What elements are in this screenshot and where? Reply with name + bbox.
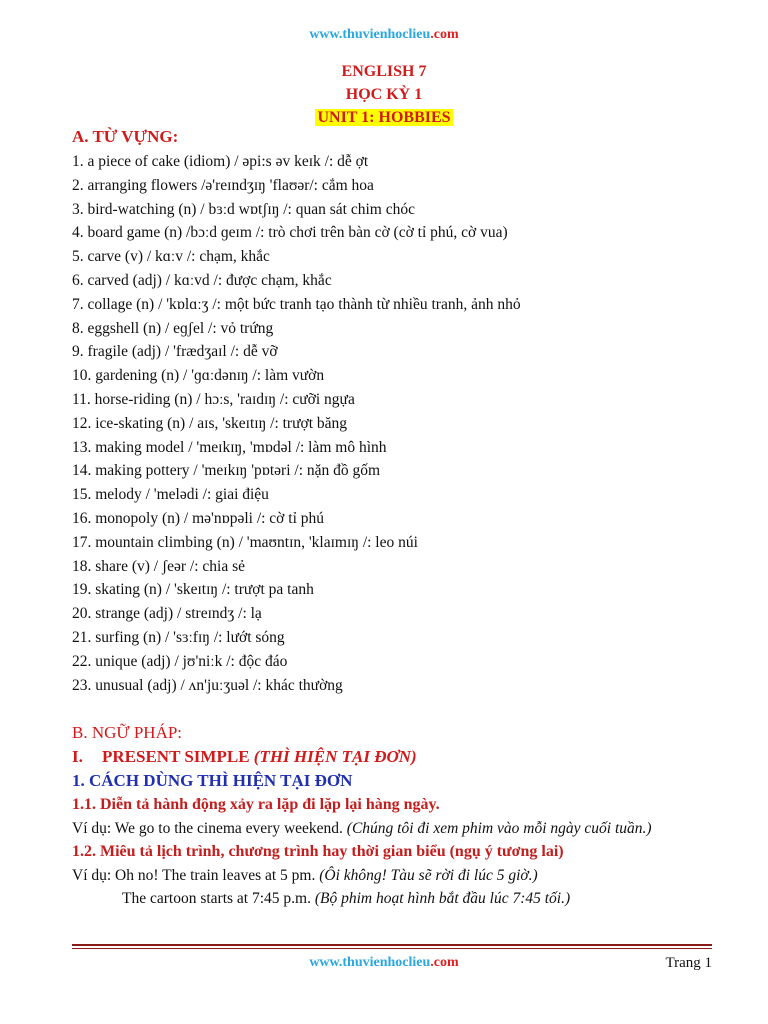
title-unit: UNIT 1: HOBBIES [317,109,451,126]
vocabulary-list [72,150,732,697]
vocab-item: 22. unique (adj) / jʊ'niːk /: độc đáo [72,652,288,670]
vocab-item: 20. strange (adj) / streɪndʒ /: lạ [72,605,262,623]
example-1-vi: (Chúng tôi đi xem phim vào mỗi ngày cuối tuần.) [346,820,652,837]
vocab-item: 19. skating (n) / 'skeɪtɪŋ /: trượt pa tanh [72,581,314,599]
vocab-item: 17. mountain climbing (n) / 'maʊntɪn, 'klaɪmɪŋ /: leo núi [72,533,418,551]
vocab-item: 12. ice-skating (n) / aɪs, 'skeɪtɪŋ /: trượt băng [72,414,348,432]
example-3-vi: (Bộ phim hoạt hình bắt đầu lúc 7:45 tối.) [314,890,571,907]
vocab-item: 3. bird-watching (n) / bɜːd wɒtʃɪŋ /: quan sát chim chóc [72,200,415,218]
vocab-item: 16. monopoly (n) / mə'nɒpəli /: cờ tỉ phú [72,509,324,527]
title-english-7: ENGLISH 7 [341,63,427,80]
footer-divider [72,944,712,949]
vocab-item: 2. arranging flowers /ə'reɪndʒɪŋ 'flaʊər/: cắm hoa [72,176,374,194]
vocab-item: 6. carved (adj) / kɑːvd /: được chạm, khắc [72,271,332,289]
vocab-item: 10. gardening (n) / 'ɡɑːdənɪŋ /: làm vườn [72,367,325,385]
example-3 [72,887,712,910]
example-1-en: Ví dụ: We go to the cinema every weekend. [72,820,347,837]
footer-url[interactable] [0,955,768,971]
vocab-item: 23. unusual (adj) / ʌn'juːʒuəl /: khác thường [72,676,343,694]
vocab-item: 1. a piece of cake (idiom) / əpi:s əv keɪk /: dễ ợt [72,153,369,170]
vocab-item: 21. surfing (n) / 'sɜːfɪŋ /: lướt sóng [72,628,285,646]
footer-url-domain: www.thuvienhoclieu [309,955,431,970]
header-url[interactable] [0,27,768,43]
section-a-heading: A. TỪ VỰNG: [72,127,179,146]
vocab-item: 5. carve (v) / kɑːv /: chạm, khắc [72,248,270,266]
grammar-heading-i-vi: (THÌ HIỆN TẠI ĐƠN) [253,747,417,766]
example-3-en: The cartoon starts at 7:45 p.m. [122,890,315,907]
header-url-domain: www.thuvienhoclieu [309,27,431,42]
vocab-item: 18. share (v) / ʃeər /: chia sẻ [72,557,246,575]
footer-url-tld: .com [430,955,459,970]
vocab-item: 13. making model / 'meɪkɪŋ, 'mɒdəl /: làm mô hình [72,438,387,456]
vocab-item: 14. making pottery / 'meɪkɪŋ 'pɒtəri /: nặn đồ gốm [72,462,381,480]
grammar-subheading-1-2: 1.2. Miêu tả lịch trình, chương trình hay thời gian biểu (ngụ ý tương lai) [72,843,564,860]
example-1 [72,817,712,840]
grammar-heading-i-number: I. [72,747,83,766]
vocab-item: 9. fragile (adj) / 'frædʒaɪl /: dễ vỡ [72,343,278,361]
footer-divider-line-thin [72,948,712,949]
title-term: HỌC KỲ 1 [345,86,423,103]
section-b-heading: B. NGỮ PHÁP: [72,723,183,742]
example-2-en: Ví dụ: Oh no! The train leaves at 5 pm. [72,867,320,884]
vocab-item: 15. melody / 'melədi /: giai điệu [72,486,269,504]
vocab-item: 11. horse-riding (n) / hɔːs, 'raɪdɪŋ /: cưỡi ngựa [72,390,355,408]
vocab-item: 8. eggshell (n) / eɡʃel /: vỏ trứng [72,319,274,337]
grammar-heading-usage: 1. CÁCH DÙNG THÌ HIỆN TẠI ĐƠN [72,771,353,790]
header-url-tld: .com [430,27,459,42]
example-2-vi: (Ôi không! Tàu sẽ rời đi lúc 5 giờ.) [319,867,538,884]
example-2 [72,864,712,887]
vocab-item: 7. collage (n) / 'kɒlɑːʒ /: một bức tranh tạo thành từ nhiều tranh, ảnh nhỏ [72,295,521,313]
grammar-heading-i-text: PRESENT SIMPLE [102,747,254,766]
footer-divider-line-thick [72,944,712,946]
document-titles [0,60,768,129]
grammar-section [72,721,712,910]
vocab-item: 4. board game (n) /bɔːd ɡeɪm /: trò chơi trên bàn cờ (cờ tỉ phú, cờ vua) [72,224,508,242]
page-number: Trang 1 [665,955,712,971]
grammar-subheading-1-1: 1.1. Diễn tả hành động xảy ra lặp đi lặp lại hàng ngày. [72,796,440,813]
grammar-heading-i [72,745,712,769]
